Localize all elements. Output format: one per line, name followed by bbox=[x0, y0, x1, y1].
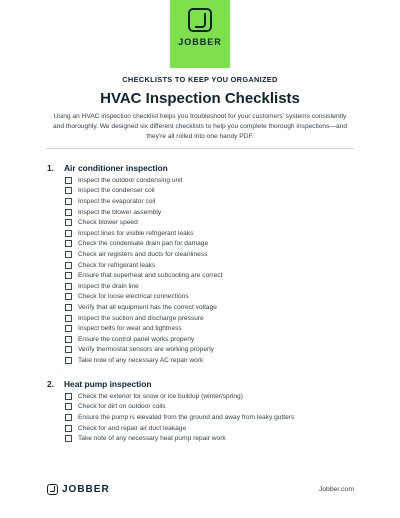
checklist-item-label: Verify that all equipment has the correct voltage bbox=[78, 303, 217, 311]
section-air-conditioner bbox=[47, 162, 222, 366]
checkbox[interactable] bbox=[65, 240, 72, 247]
section-heading bbox=[47, 378, 294, 390]
checklist-item[interactable] bbox=[65, 345, 222, 356]
checklist-item-label: Check for loose electrical connections bbox=[78, 293, 189, 301]
section-number: 2. bbox=[47, 379, 54, 389]
checkbox[interactable] bbox=[65, 283, 72, 290]
section-title: Air conditioner inspection bbox=[64, 163, 168, 173]
checkbox[interactable] bbox=[65, 187, 72, 194]
checkbox[interactable] bbox=[65, 393, 72, 400]
checklist-item[interactable] bbox=[65, 186, 222, 197]
checklist-item[interactable] bbox=[65, 313, 222, 324]
checklist-item[interactable] bbox=[65, 391, 294, 402]
section-heading bbox=[47, 162, 222, 174]
checkbox[interactable] bbox=[65, 272, 72, 279]
checkbox[interactable] bbox=[65, 177, 72, 184]
checklist-item-label: Inspect the condenser coil bbox=[78, 187, 155, 195]
checklist-item-label: Ensure the pump is elevated from the ground and away from leaky gutters bbox=[78, 413, 295, 421]
checklist-item-label: Take note of any necessary AC repair work bbox=[78, 356, 204, 364]
divider bbox=[46, 148, 354, 149]
checklist-item[interactable] bbox=[65, 196, 222, 207]
checklist-item[interactable] bbox=[65, 249, 222, 260]
jobber-logo-icon bbox=[188, 8, 212, 32]
checkbox[interactable] bbox=[65, 304, 72, 311]
checkbox[interactable] bbox=[65, 262, 72, 269]
checklist-item[interactable] bbox=[65, 433, 294, 444]
checklist-item[interactable] bbox=[65, 175, 222, 186]
checkbox[interactable] bbox=[65, 403, 72, 410]
checkbox[interactable] bbox=[65, 336, 72, 343]
checklist bbox=[65, 391, 294, 444]
checklist-item[interactable] bbox=[65, 355, 222, 366]
checklist-item[interactable] bbox=[65, 412, 294, 423]
jobber-logo-ribbon bbox=[170, 0, 230, 68]
checkbox[interactable] bbox=[65, 198, 72, 205]
checkbox[interactable] bbox=[65, 435, 72, 442]
checklist-item[interactable] bbox=[65, 292, 222, 303]
checkbox[interactable] bbox=[65, 219, 72, 226]
checkbox[interactable] bbox=[65, 251, 72, 258]
checklist-item-label: Inspect the blower assembly bbox=[78, 208, 162, 216]
footer-brand-name: JOBBER bbox=[62, 484, 110, 495]
checklist-item-label: Inspect the outdoor condensing unit bbox=[78, 176, 183, 184]
checklist bbox=[65, 175, 222, 366]
section-heat-pump bbox=[47, 378, 294, 444]
checkbox[interactable] bbox=[65, 414, 72, 421]
checklist-item[interactable] bbox=[65, 260, 222, 271]
checkbox[interactable] bbox=[65, 209, 72, 216]
checklist-item[interactable] bbox=[65, 281, 222, 292]
page-title: HVAC Inspection Checklists bbox=[100, 90, 300, 107]
checkbox[interactable] bbox=[65, 230, 72, 237]
intro-paragraph: Using an HVAC inspection checklist helps you troubleshoot for your customers' systems consistently and thoroughly. We designed six different checklists to help you complete thorough inspections—and they're all rolled into one handy PDF. bbox=[53, 113, 347, 140]
checkbox[interactable] bbox=[65, 293, 72, 300]
checklist-item-label: Inspect the drain line bbox=[78, 282, 139, 290]
checklist-item-label: Ensure that superheat and subcooling are correct bbox=[78, 272, 223, 280]
checklist-item-label: Check blower speed bbox=[78, 219, 138, 227]
section-title: Heat pump inspection bbox=[64, 379, 152, 389]
checkbox[interactable] bbox=[65, 357, 72, 364]
footer-link[interactable]: Jobber.com bbox=[318, 486, 354, 493]
section-number: 1. bbox=[47, 163, 54, 173]
checklist-item-label: Ensure the control panel works properly bbox=[78, 335, 195, 343]
checklist-item[interactable] bbox=[65, 270, 222, 281]
checklist-item-label: Check the condensate drain pan for damage bbox=[78, 240, 209, 248]
checkbox[interactable] bbox=[65, 315, 72, 322]
checkbox[interactable] bbox=[65, 325, 72, 332]
checklist-item-label: Check for dirt on outdoor coils bbox=[78, 403, 166, 411]
checklist-item-label: Check for and repair air duct leakage bbox=[78, 424, 187, 432]
checklist-item-label: Take note of any necessary heat pump repair work bbox=[78, 435, 226, 443]
checklist-item[interactable] bbox=[65, 402, 294, 413]
page-kicker: CHECKLISTS TO KEEP YOU ORGANIZED bbox=[122, 75, 278, 84]
ribbon-brand-name: JOBBER bbox=[178, 37, 222, 47]
checklist-item[interactable] bbox=[65, 323, 222, 334]
checklist-item-label: Inspect the evaporator coil bbox=[78, 197, 156, 205]
checklist-item-label: Check the exterior for snow or ice buildup (winter/spring) bbox=[78, 392, 243, 400]
checklist-item[interactable] bbox=[65, 217, 222, 228]
checklist-item[interactable] bbox=[65, 207, 222, 218]
checklist-item-label: Check air registers and ducts for cleanliness bbox=[78, 250, 208, 258]
checklist-item[interactable] bbox=[65, 239, 222, 250]
checkbox[interactable] bbox=[65, 346, 72, 353]
checklist-item[interactable] bbox=[65, 228, 222, 239]
checklist-item[interactable] bbox=[65, 302, 222, 313]
footer-logo bbox=[47, 484, 110, 495]
checklist-item-label: Inspect belts for wear and tightness bbox=[78, 325, 182, 333]
checklist-item-label: Inspect lines for visible refrigerant leaks bbox=[78, 229, 194, 237]
checklist-item-label: Check for refrigerant leaks bbox=[78, 261, 156, 269]
checklist-item-label: Verify thermostat sensors are working properly bbox=[78, 346, 214, 354]
checklist-item-label: Inspect the suction and discharge pressure bbox=[78, 314, 204, 322]
checklist-item[interactable] bbox=[65, 334, 222, 345]
checklist-item[interactable] bbox=[65, 423, 294, 434]
checkbox[interactable] bbox=[65, 425, 72, 432]
jobber-logo-icon bbox=[47, 484, 58, 495]
